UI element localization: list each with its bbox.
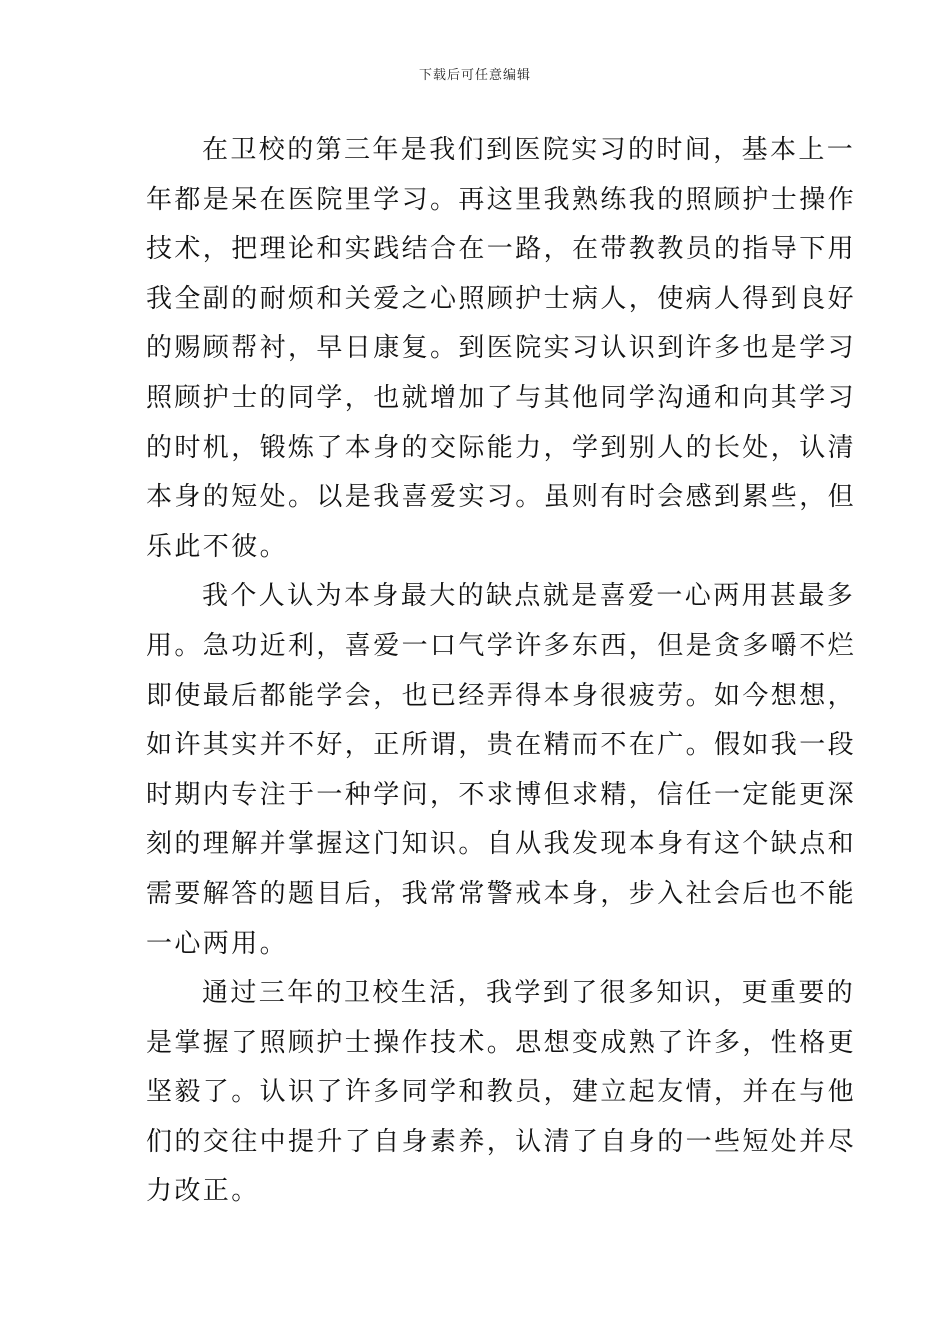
text-line: 刻的理解并掌握这门知识。自从我发现本身有这个缺点和 [146, 829, 857, 860]
text-line: 的赐顾帮衬，早日康复。到医院实习认识到许多也是学习 [146, 333, 857, 364]
text-line: 技术，把理论和实践结合在一路，在带教教员的指导下用 [146, 234, 857, 265]
download-note: 下载后可任意编辑 [418, 68, 531, 83]
text-line: 我全副的耐烦和关爱之心照顾护士病人，使病人得到良好 [146, 283, 857, 314]
text-line: 即使最后都能学会，也已经弄得本身很疲劳。如今想想， [146, 680, 857, 711]
text-line: 在卫校的第三年是我们到医院实习的时间，基本上一 [202, 135, 856, 165]
text-line: 通过三年的卫校生活，我学到了很多知识，更重要的 [202, 978, 856, 1009]
paragraph-internship [146, 126, 857, 572]
text-line: 年都是呆在医院里学习。再这里我熟练我的照顾护士操作 [146, 184, 857, 215]
text-line: 一心两用。 [146, 928, 289, 959]
text-line: 是掌握了照顾护士操作技术。思想变成熟了许多，性格更 [146, 1027, 857, 1058]
text-line: 如许其实并不好，正所谓，贵在精而不在广。假如我一段 [146, 730, 857, 761]
text-line: 照顾护士的同学，也就增加了与其他同学沟通和向其学习 [146, 382, 857, 413]
text-line: 本身的短处。以是我喜爱实习。虽则有时会感到累些，但 [146, 482, 857, 513]
text-line: 用。急功近利，喜爱一口气学许多东西，但是贪多嚼不烂 [146, 630, 857, 661]
text-line: 坚毅了。认识了许多同学和教员，建立起友情，并在与他 [146, 1077, 857, 1108]
text-line: 我个人认为本身最大的缺点就是喜爱一心两用甚最多 [202, 581, 856, 612]
text-line: 时期内专注于一种学问，不求博但求精，信任一定能更深 [146, 779, 857, 810]
text-line: 力改正。 [146, 1176, 260, 1207]
document-body [146, 126, 857, 1217]
text-line: 乐此不彼。 [146, 531, 289, 562]
paragraph-summary [146, 969, 857, 1217]
text-line: 的时机，锻炼了本身的交际能力，学到别人的长处，认清 [146, 432, 857, 463]
text-line: 们的交往中提升了自身素养，认清了自身的一些短处并尽 [146, 1126, 857, 1157]
text-line: 需要解答的题目后，我常常警戒本身，步入社会后也不能 [146, 878, 857, 909]
paragraph-shortcomings [146, 572, 857, 969]
